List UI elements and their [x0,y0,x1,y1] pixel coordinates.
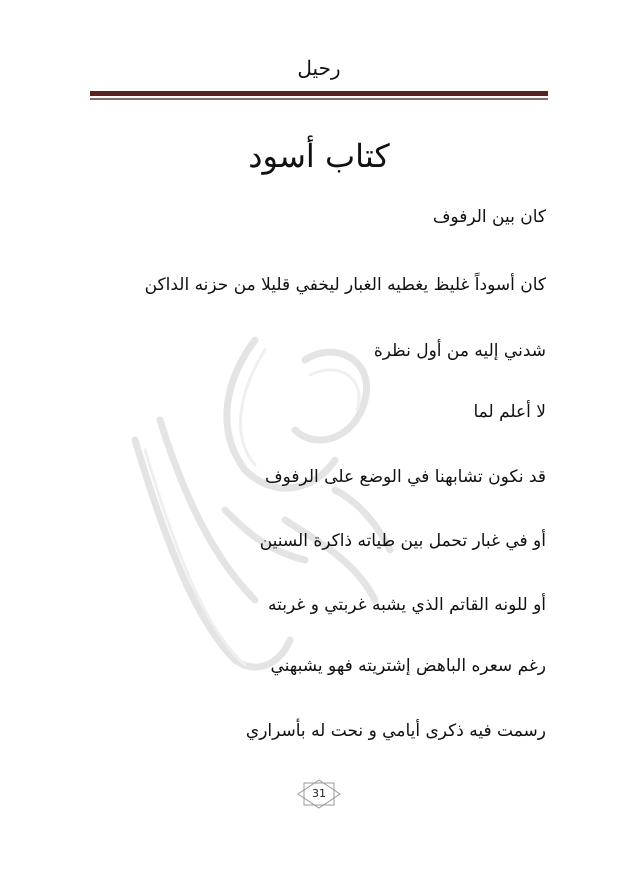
header-rule-thick [90,91,548,96]
poem-line: شدني إليه من أول نظرة [373,341,546,361]
running-header-title: رحيل [297,56,341,80]
calligraphy-watermark [105,300,405,680]
page-number-frame [296,779,342,809]
page-number: 31 [312,787,326,800]
poem-line: لا أعلم لما [473,402,546,422]
poem-line: أو في غبار تحمل بين طياته ذاكرة السنين [259,531,546,551]
poem-line: قد نكون تشابهنا في الوضع على الرفوف [264,467,546,487]
poem-line: أو للونه القاتم الذي يشبه غربتي و غربته [268,595,546,615]
poem-line: كان أسوداً غليظ يغطيه الغبار ليخفي قليلا من حزنه الداكن [144,275,546,295]
poem-line: رسمت فيه ذكرى أيامي و نحت له بأسراري [245,721,546,741]
poem-line: كان بين الرفوف [432,207,546,227]
poem-title: كتاب أسود [248,137,390,175]
poem-line: رغم سعره الباهض إشتريته فهو يشبهني [270,656,546,676]
header-rule-thin [90,98,548,100]
